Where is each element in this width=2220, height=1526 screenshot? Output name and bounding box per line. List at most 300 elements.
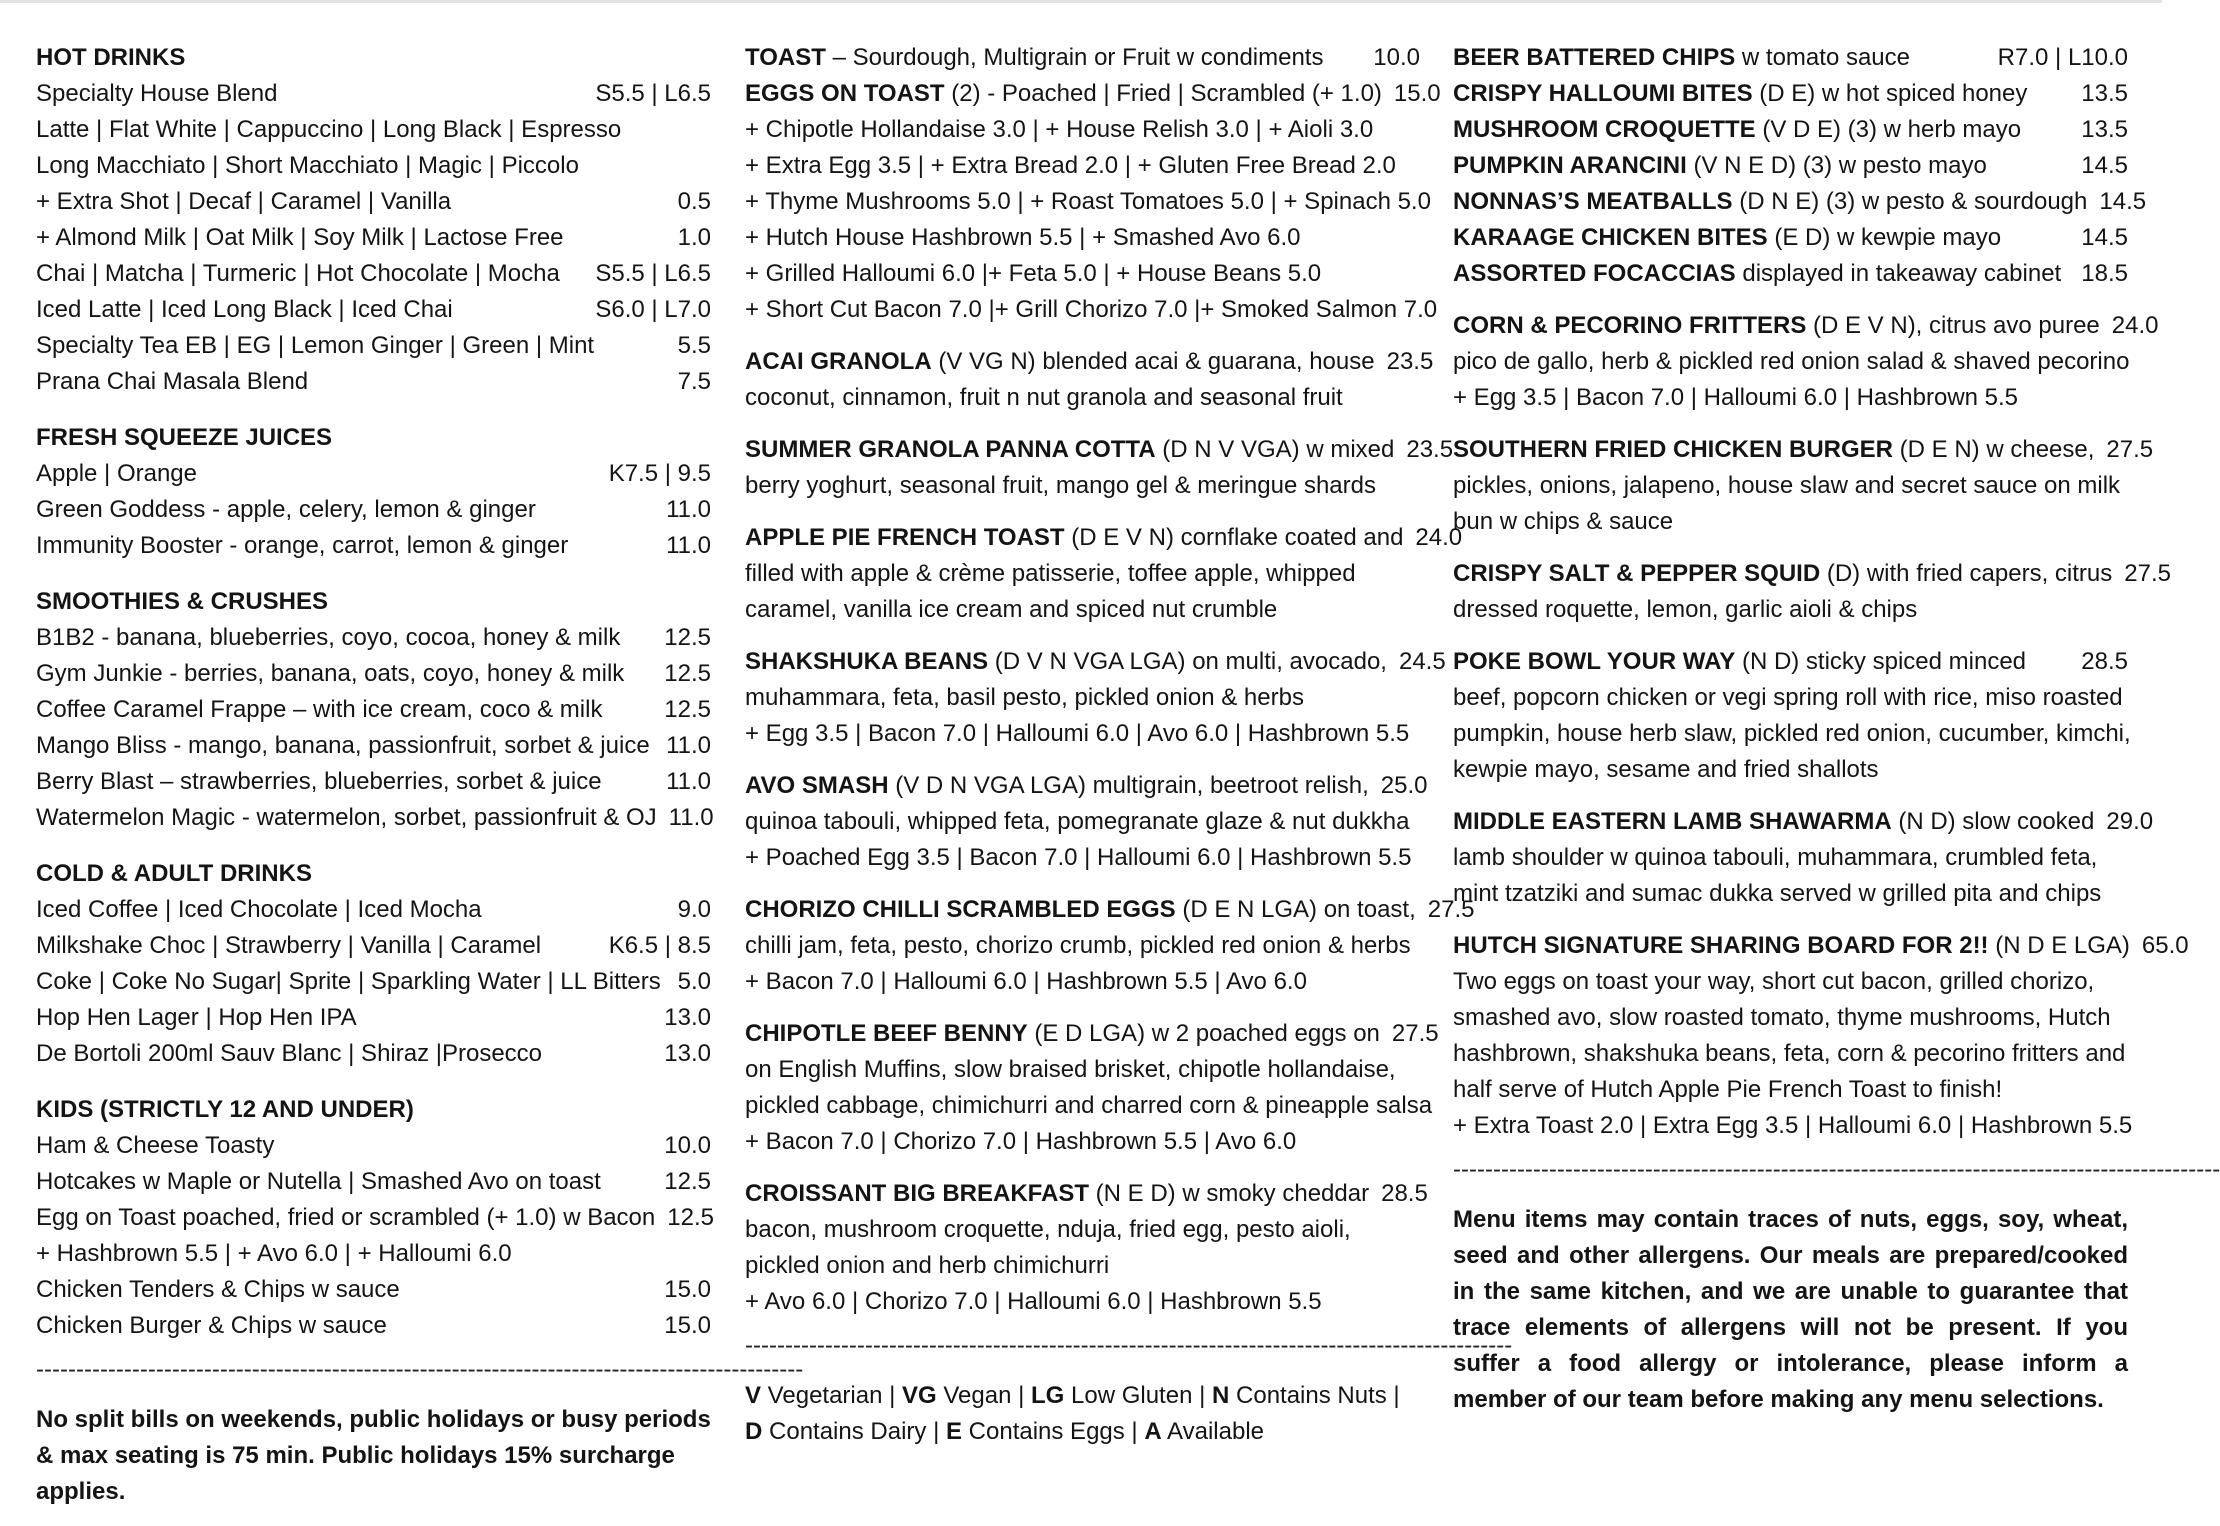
item-label: Coke | Coke No Sugar| Sprite | Sparkling Water | LL Bitters — [36, 968, 661, 995]
middle-column — [745, 40, 1513, 1450]
dish-price: 27.5 — [2124, 560, 2171, 587]
dish-price: 24.5 — [1398, 648, 1446, 675]
dish-title — [745, 432, 1394, 468]
menu-item-eggs-on-toast — [745, 76, 1441, 112]
menu-item — [36, 76, 711, 112]
item-price: 10.0 — [1373, 44, 1420, 71]
spacer — [1453, 912, 2128, 928]
menu-item — [36, 656, 711, 692]
dish-title — [745, 644, 1387, 680]
extra-option: + Hutch House Hashbrown 5.5 | + Smashed Avo 6.0 — [745, 224, 1301, 251]
extra-option: + Grilled Halloumi 6.0 |+ Feta 5.0 | + House Beans 5.0 — [745, 260, 1322, 287]
dish-price: 25.0 — [1380, 772, 1428, 799]
dish-desc-line: + Poached Egg 3.5 | Bacon 7.0 | Halloumi 6.0 | Hashbrown 5.5 — [745, 844, 1412, 871]
divider-line: ------------------------------------------------------------------------------------------------ — [36, 1356, 804, 1383]
menu-item — [36, 1200, 714, 1236]
legend-key: LG — [1031, 1382, 1065, 1409]
item-label: Milkshake Choc | Strawberry | Vanilla | Caramel — [36, 932, 542, 959]
section-title: KIDS (STRICTLY 12 AND UNDER) — [36, 1096, 414, 1123]
small-plate-item — [1453, 256, 2128, 292]
item-label: Green Goddess - apple, celery, lemon & ginger — [36, 496, 536, 523]
item-name: EGGS ON TOAST — [745, 80, 945, 107]
legend-key: V — [745, 1382, 762, 1409]
dish-desc: (E D LGA) w 2 poached eggs on — [1027, 1020, 1380, 1047]
dish-title — [1453, 76, 2027, 112]
legend-text: Vegetarian | — [761, 1382, 903, 1409]
menu-item — [36, 1128, 711, 1164]
dish-price: 13.5 — [2081, 80, 2128, 107]
extra-option: + Short Cut Bacon 7.0 |+ Grill Chorizo 7.0 |+ Smoked Salmon 7.0 — [745, 296, 1438, 323]
menu-dish — [745, 644, 1446, 752]
menu-dish — [1453, 804, 2154, 912]
dish-price: 24.0 — [2111, 312, 2159, 339]
dish-title — [1453, 220, 2001, 256]
legend-line — [745, 1378, 1420, 1414]
dish-desc-line: beef, popcorn chicken or vegi spring roll with rice, miso roasted — [1453, 684, 2123, 711]
menu-item — [36, 184, 711, 220]
dish-title — [745, 892, 1416, 928]
legend-text: Available — [1161, 1418, 1264, 1445]
dish-desc: (V N E D) (3) w pesto mayo — [1686, 152, 1987, 179]
dish-title — [745, 768, 1369, 804]
hot-drinks-section — [36, 40, 711, 400]
menu-item — [36, 220, 711, 256]
dish-desc-line: dressed roquette, lemon, garlic aioli & chips — [1453, 596, 1918, 623]
dish-title — [1453, 644, 2026, 680]
dish-first-line — [745, 1016, 1439, 1052]
legend-key: D — [745, 1418, 763, 1445]
item-label: Watermelon Magic - watermelon, sorbet, passionfruit & OJ — [36, 804, 657, 831]
dish-desc-line: smashed avo, slow roasted tomato, thyme mushrooms, Hutch — [1453, 1004, 2111, 1031]
dish-first-line — [745, 768, 1428, 804]
menu-dish — [745, 1176, 1428, 1320]
dish-name: APPLE PIE FRENCH TOAST — [745, 524, 1065, 551]
breakfast-dishes — [745, 328, 1475, 1320]
spacer — [745, 504, 1420, 520]
legend-text: Contains Dairy | — [762, 1418, 946, 1445]
dish-desc-line: pickled cabbage, chimichurri and charred corn & pineapple salsa — [745, 1092, 1433, 1119]
dish-name: MUSHROOM CROQUETTE — [1453, 116, 1756, 143]
dish-desc-line: pickles, onions, jalapeno, house slaw and secret sauce on milk — [1453, 472, 2121, 499]
spacer — [745, 752, 1420, 768]
legend-text: Contains Eggs | — [962, 1418, 1145, 1445]
section-title: COLD & ADULT DRINKS — [36, 860, 312, 887]
dish-desc-line: bun w chips & sauce — [1453, 508, 1674, 535]
dish-name: CRISPY HALLOUMI BITES — [1453, 80, 1753, 107]
item-price: 11.0 — [668, 804, 714, 831]
dish-price: 14.5 — [2081, 224, 2128, 251]
item-label: Latte | Flat White | Cappuccino | Long Black | Espresso — [36, 116, 622, 143]
dish-desc: (D V N VGA LGA) on multi, avocado, — [988, 648, 1387, 675]
mains-list — [1453, 292, 2189, 1144]
menu-item — [36, 620, 711, 656]
juices-section — [36, 420, 711, 564]
dish-desc-line: lamb shoulder w quinoa tabouli, muhammara, crumbled feta, — [1453, 844, 2098, 871]
menu-dish — [1453, 928, 2189, 1144]
dish-name: SOUTHERN FRIED CHICKEN BURGER — [1453, 436, 1894, 463]
dish-first-line — [1453, 644, 2128, 680]
dish-first-line — [1453, 308, 2159, 344]
item-label: Prana Chai Masala Blend — [36, 368, 309, 395]
item-label: Specialty House Blend — [36, 80, 278, 107]
item-label: + Extra Shot | Decaf | Caramel | Vanilla — [36, 188, 452, 215]
small-plates-list — [1453, 40, 2147, 292]
right-column — [1453, 40, 2220, 1418]
item-label: Apple | Orange — [36, 460, 198, 487]
item-label: Chicken Burger & Chips w sauce — [36, 1312, 387, 1339]
item-price: 11.0 — [666, 496, 711, 523]
legend-key: A — [1144, 1418, 1162, 1445]
menu-dish — [1453, 308, 2159, 416]
dish-title — [1453, 928, 2130, 964]
spacer — [745, 876, 1420, 892]
dish-desc-line: + Egg 3.5 | Bacon 7.0 | Halloumi 6.0 | Hashbrown 5.5 — [1453, 384, 2019, 411]
dish-first-line — [745, 432, 1454, 468]
legend-key: VG — [902, 1382, 937, 1409]
item-price: K6.5 | 8.5 — [608, 932, 711, 959]
item-label: Long Macchiato | Short Macchiato | Magic | Piccolo — [36, 152, 579, 179]
dish-name: BEER BATTERED CHIPS — [1453, 44, 1736, 71]
dish-desc: (V D N VGA LGA) multigrain, beetroot relish, — [888, 772, 1369, 799]
item-price: S5.5 | L6.5 — [595, 260, 711, 287]
dish-desc-line: half serve of Hutch Apple Pie French Toast to finish! — [1453, 1076, 2003, 1103]
item-label: Immunity Booster - orange, carrot, lemon & ginger — [36, 532, 569, 559]
item-label: Hotcakes w Maple or Nutella | Smashed Avo on toast — [36, 1168, 601, 1195]
item-label: Ham & Cheese Toasty — [36, 1132, 275, 1159]
item-price: 11.0 — [666, 768, 711, 795]
menu-dish — [745, 768, 1428, 876]
dish-desc: (D E N) w cheese, — [1893, 436, 2095, 463]
menu-item — [36, 364, 711, 400]
dish-first-line — [745, 1176, 1428, 1212]
item-label: Chicken Tenders & Chips w sauce — [36, 1276, 400, 1303]
item-label: Mango Bliss - mango, banana, passionfruit, sorbet & juice — [36, 732, 650, 759]
dish-title — [1453, 556, 2112, 592]
allergen-note: Menu items may contain traces of nuts, eggs, soy, wheat, seed and other allergens. Our meals are prepared/cooked in the same kitchen, and we are unable to guarantee that trace elements of allergens will not be present. If you suffer a food allergy or intolerance, please inform a member of our team before making any menu selections. — [1453, 1206, 2128, 1413]
dish-desc: (D N V VGA) w mixed — [1155, 436, 1395, 463]
item-price: 12.5 — [664, 660, 711, 687]
dish-title — [1453, 432, 2094, 468]
legend-text: Vegan | — [936, 1382, 1032, 1409]
spacer — [1453, 628, 2128, 644]
dish-name: CHORIZO CHILLI SCRAMBLED EGGS — [745, 896, 1176, 923]
item-price: S5.5 | L6.5 — [595, 80, 711, 107]
spacer — [1453, 540, 2128, 556]
menu-dish — [745, 520, 1463, 628]
small-plate-item — [1453, 112, 2128, 148]
menu-item — [36, 112, 711, 148]
dish-desc: (N E D) w smoky cheddar — [1089, 1180, 1370, 1207]
extra-option: + Chipotle Hollandaise 3.0 | + House Relish 3.0 | + Aioli 3.0 — [745, 116, 1374, 143]
dish-price: 27.5 — [1391, 1020, 1439, 1047]
item-label: Hop Hen Lager | Hop Hen IPA — [36, 1004, 357, 1031]
divider-line: ------------------------------------------------------------------------------------------------ — [1453, 1156, 2220, 1183]
item-name: TOAST — [745, 44, 826, 71]
dish-desc: (V D E) (3) w herb mayo — [1755, 116, 2022, 143]
dish-desc: (D E) w hot spiced honey — [1752, 80, 2028, 107]
dish-desc-line: chilli jam, feta, pesto, chorizo crumb, pickled red onion & herbs — [745, 932, 1411, 959]
dish-first-line — [1453, 928, 2189, 964]
section-title: HOT DRINKS — [36, 44, 186, 71]
dish-desc-line: pickled onion and herb chimichurri — [745, 1252, 1110, 1279]
item-label: B1B2 - banana, blueberries, coyo, cocoa, honey & milk — [36, 624, 621, 651]
dish-price: 28.5 — [2081, 648, 2128, 675]
menu-dish — [745, 1016, 1439, 1160]
dish-price: 23.5 — [1386, 348, 1434, 375]
item-label: Chai | Matcha | Turmeric | Hot Chocolate | Mocha — [36, 260, 560, 287]
legend-key: N — [1212, 1382, 1230, 1409]
dish-desc-line: muhammara, feta, basil pesto, pickled onion & herbs — [745, 684, 1304, 711]
menu-item — [36, 1036, 711, 1072]
dish-desc: w tomato sauce — [1735, 44, 1910, 71]
dish-price: R7.0 | L10.0 — [1997, 44, 2128, 71]
spacer — [745, 416, 1420, 432]
item-desc: (2) - Poached | Fried | Scrambled (+ 1.0) — [944, 80, 1382, 107]
menu-item — [36, 328, 711, 364]
menu-item-toast — [745, 40, 1420, 76]
menu-dish — [745, 892, 1475, 1000]
menu-item — [36, 892, 711, 928]
spacer — [745, 1000, 1420, 1016]
dish-desc: (D E V N) cornflake coated and — [1064, 524, 1404, 551]
item-label: Gym Junkie - berries, banana, oats, coyo, honey & milk — [36, 660, 625, 687]
item-price: 12.5 — [664, 624, 711, 651]
section-title: SMOOTHIES & CRUSHES — [36, 588, 329, 615]
menu-item — [36, 964, 711, 1000]
item-price: K7.5 | 9.5 — [608, 460, 711, 487]
small-plate-item — [1453, 220, 2128, 256]
dish-desc-line: pumpkin, house herb slaw, pickled red onion, cucumber, kimchi, — [1453, 720, 2131, 747]
extra-option: + Thyme Mushrooms 5.0 | + Roast Tomatoes 5.0 | + Spinach 5.0 — [745, 188, 1431, 215]
dish-name: AVO SMASH — [745, 772, 889, 799]
dish-name: POKE BOWL YOUR WAY — [1453, 648, 1736, 675]
item-price: 1.0 — [677, 224, 711, 251]
dish-desc-line: pico de gallo, herb & pickled red onion salad & shaved pecorino — [1453, 348, 2130, 375]
item-price: 0.5 — [677, 188, 711, 215]
item-price: 9.0 — [677, 896, 711, 923]
dish-desc-line: hashbrown, shakshuka beans, feta, corn & pecorino fritters and — [1453, 1040, 2126, 1067]
dish-name: CRISPY SALT & PEPPER SQUID — [1453, 560, 1821, 587]
extra-option: + Extra Egg 3.5 | + Extra Bread 2.0 | + Gluten Free Bread 2.0 — [745, 152, 1396, 179]
dish-title — [1453, 804, 2094, 840]
item-price: S6.0 | L7.0 — [595, 296, 711, 323]
dish-desc: (E D) w kewpie mayo — [1767, 224, 2002, 251]
dish-desc-line: kewpie mayo, sesame and fried shallots — [1453, 756, 1879, 783]
dish-title — [1453, 112, 2021, 148]
item-price: 13.0 — [664, 1004, 711, 1031]
item-price: 5.0 — [677, 968, 711, 995]
dish-name: SUMMER GRANOLA PANNA COTTA — [745, 436, 1156, 463]
dish-desc: (D E N LGA) on toast, — [1175, 896, 1416, 923]
dish-name: SHAKSHUKA BEANS — [745, 648, 989, 675]
dish-name: PUMPKIN ARANCINI — [1453, 152, 1687, 179]
cold-drinks-section — [36, 856, 711, 1072]
item-price: 7.5 — [677, 368, 711, 395]
dish-name: MIDDLE EASTERN LAMB SHAWARMA — [1453, 808, 1892, 835]
legend-text: Contains Nuts | — [1229, 1382, 1400, 1409]
menu-item — [36, 728, 711, 764]
item-desc: – Sourdough, Multigrain or Fruit w condiments — [825, 44, 1324, 71]
dish-first-line — [1453, 804, 2154, 840]
menu-item — [36, 528, 711, 564]
dish-price: 14.5 — [2081, 152, 2128, 179]
menu-dish — [745, 344, 1434, 416]
dish-first-line — [1453, 556, 2171, 592]
spacer — [1453, 292, 2128, 308]
dish-desc-line: caramel, vanilla ice cream and spiced nut crumble — [745, 596, 1278, 623]
item-price: 15.0 — [664, 1276, 711, 1303]
dish-first-line — [745, 892, 1475, 928]
menu-item — [36, 1164, 711, 1200]
menu-item — [36, 800, 714, 836]
item-price: 10.0 — [664, 1132, 711, 1159]
dish-name: CROISSANT BIG BREAKFAST — [745, 1180, 1090, 1207]
item-label: + Almond Milk | Oat Milk | Soy Milk | Lactose Free — [36, 224, 564, 251]
item-price: 15.0 — [664, 1312, 711, 1339]
dish-title — [1453, 256, 2061, 292]
dietary-legend — [745, 1378, 1420, 1450]
dish-desc: (N D) slow cooked — [1891, 808, 2095, 835]
dish-desc-line: + Bacon 7.0 | Chorizo 7.0 | Hashbrown 5.5 | Avo 6.0 — [745, 1128, 1297, 1155]
menu-item — [36, 1308, 711, 1344]
item-price: 12.5 — [667, 1204, 714, 1231]
item-price: 13.0 — [664, 1040, 711, 1067]
dish-price: 24.0 — [1415, 524, 1463, 551]
dish-title — [745, 1016, 1380, 1052]
menu-dish — [1453, 432, 2154, 540]
left-column — [36, 40, 804, 1510]
dish-title — [1453, 184, 2087, 220]
menu-item — [36, 1236, 711, 1272]
dish-title — [1453, 148, 1987, 184]
dish-desc: (D E V N), citrus avo puree — [1806, 312, 2100, 339]
dish-price: 28.5 — [1381, 1180, 1428, 1207]
dish-desc-line: + Egg 3.5 | Bacon 7.0 | Halloumi 6.0 | Avo 6.0 | Hashbrown 5.5 — [745, 720, 1410, 747]
item-price: 11.0 — [666, 732, 711, 759]
item-price: 15.0 — [1393, 80, 1441, 107]
dish-name: ACAI GRANOLA — [745, 348, 932, 375]
small-plate-item — [1453, 148, 2128, 184]
dish-price: 18.5 — [2081, 260, 2128, 287]
spacer — [745, 628, 1420, 644]
menu-dish — [745, 432, 1454, 504]
dish-price: 27.5 — [1427, 896, 1475, 923]
dish-name: HUTCH SIGNATURE SHARING BOARD FOR 2!! — [1453, 932, 1989, 959]
item-label: Specialty Tea EB | EG | Lemon Ginger | Green | Mint — [36, 332, 595, 359]
top-rule — [0, 0, 2162, 3]
dish-desc: (D) with fried capers, citrus — [1820, 560, 2113, 587]
dish-name: NONNAS’S MEATBALLS — [1453, 188, 1733, 215]
menu-item — [36, 764, 711, 800]
menu-item — [36, 928, 711, 964]
small-plate-item — [1453, 40, 2128, 76]
dish-desc-line: mint tzatziki and sumac dukka served w grilled pita and chips — [1453, 880, 2102, 907]
spacer — [1453, 416, 2128, 432]
dish-name: KARAAGE CHICKEN BITES — [1453, 224, 1768, 251]
split-bills-note: No split bills on weekends, public holidays or busy periods & max seating is 75 min. Public holidays 15% surcharge applies. — [36, 1406, 711, 1505]
divider-line: ------------------------------------------------------------------------------------------------ — [745, 1332, 1513, 1359]
dish-price: 13.5 — [2081, 116, 2128, 143]
item-label: Berry Blast – strawberries, blueberries, sorbet & juice — [36, 768, 602, 795]
dish-desc-line: + Extra Toast 2.0 | Extra Egg 3.5 | Halloumi 6.0 | Hashbrown 5.5 — [1453, 1112, 2133, 1139]
menu-item — [36, 692, 711, 728]
dish-desc-line: + Avo 6.0 | Chorizo 7.0 | Halloumi 6.0 | Hashbrown 5.5 — [745, 1288, 1322, 1315]
dish-title — [745, 344, 1375, 380]
dish-title — [745, 1176, 1369, 1212]
dish-price: 27.5 — [2106, 436, 2154, 463]
item-price: 11.0 — [666, 532, 711, 559]
dish-desc: (V VG N) blended acai & guarana, house — [931, 348, 1375, 375]
legend-text: Low Gluten | — [1064, 1382, 1212, 1409]
spacer — [1453, 788, 2128, 804]
item-label: + Hashbrown 5.5 | + Avo 6.0 | + Halloumi 6.0 — [36, 1240, 512, 1267]
legend-line — [745, 1414, 1420, 1450]
dish-desc: (D N E) (3) w pesto & sourdough — [1732, 188, 2088, 215]
spacer — [745, 1160, 1420, 1176]
dish-desc-line: + Bacon 7.0 | Halloumi 6.0 | Hashbrown 5.5 | Avo 6.0 — [745, 968, 1307, 995]
dish-desc-line: filled with apple & crème patisserie, toffee apple, whipped — [745, 560, 1356, 587]
section-title: FRESH SQUEEZE JUICES — [36, 424, 333, 451]
dish-first-line — [745, 644, 1446, 680]
dish-desc: displayed in takeaway cabinet — [1735, 260, 2062, 287]
menu-item — [36, 148, 711, 184]
dish-desc: (N D E LGA) — [1988, 932, 2130, 959]
dish-price: 65.0 — [2141, 932, 2189, 959]
dish-title — [745, 520, 1403, 556]
item-price: 12.5 — [664, 1168, 711, 1195]
dish-title — [1453, 40, 1910, 76]
dish-name: CHIPOTLE BEEF BENNY — [745, 1020, 1028, 1047]
dish-first-line — [745, 520, 1463, 556]
small-plate-item — [1453, 184, 2147, 220]
dish-name: CORN & PECORINO FRITTERS — [1453, 312, 1807, 339]
dish-first-line — [745, 344, 1434, 380]
dish-title — [1453, 308, 2100, 344]
item-price: 5.5 — [677, 332, 711, 359]
menu-item — [36, 256, 711, 292]
spacer — [745, 328, 1420, 344]
menu-item — [36, 456, 711, 492]
dish-desc-line: coconut, cinnamon, fruit n nut granola and seasonal fruit — [745, 384, 1343, 411]
dish-first-line — [1453, 432, 2154, 468]
smoothies-section — [36, 584, 714, 836]
dish-desc-line: berry yoghurt, seasonal fruit, mango gel & meringue shards — [745, 472, 1376, 499]
menu-item — [36, 1000, 711, 1036]
kids-section — [36, 1092, 714, 1344]
dish-price: 23.5 — [1406, 436, 1454, 463]
item-label: Iced Latte | Iced Long Black | Iced Chai — [36, 296, 453, 323]
dish-name: ASSORTED FOCACCIAS — [1453, 260, 1736, 287]
item-label: De Bortoli 200ml Sauv Blanc | Shiraz |Prosecco — [36, 1040, 543, 1067]
small-plate-item — [1453, 76, 2128, 112]
menu-item — [36, 492, 711, 528]
menu-item — [36, 292, 711, 328]
item-label: Egg on Toast poached, fried or scrambled (+ 1.0) w Bacon — [36, 1204, 656, 1231]
toast-extras-list — [745, 112, 1438, 328]
item-label: Iced Coffee | Iced Chocolate | Iced Mocha — [36, 896, 482, 923]
dish-desc-line: bacon, mushroom croquette, nduja, fried egg, pesto aioli, — [745, 1216, 1351, 1243]
dish-desc-line: quinoa tabouli, whipped feta, pomegranate glaze & nut dukkha — [745, 808, 1410, 835]
dish-price: 29.0 — [2106, 808, 2154, 835]
menu-item — [36, 1272, 711, 1308]
dish-desc: (N D) sticky spiced minced — [1735, 648, 2027, 675]
menu-dish — [1453, 556, 2171, 628]
item-label: Coffee Caramel Frappe – with ice cream, coco & milk — [36, 696, 603, 723]
menu-dish — [1453, 644, 2131, 788]
dish-desc-line: on English Muffins, slow braised brisket, chipotle hollandaise, — [745, 1056, 1396, 1083]
legend-key: E — [945, 1418, 962, 1445]
dish-desc-line: Two eggs on toast your way, short cut bacon, grilled chorizo, — [1453, 968, 2095, 995]
